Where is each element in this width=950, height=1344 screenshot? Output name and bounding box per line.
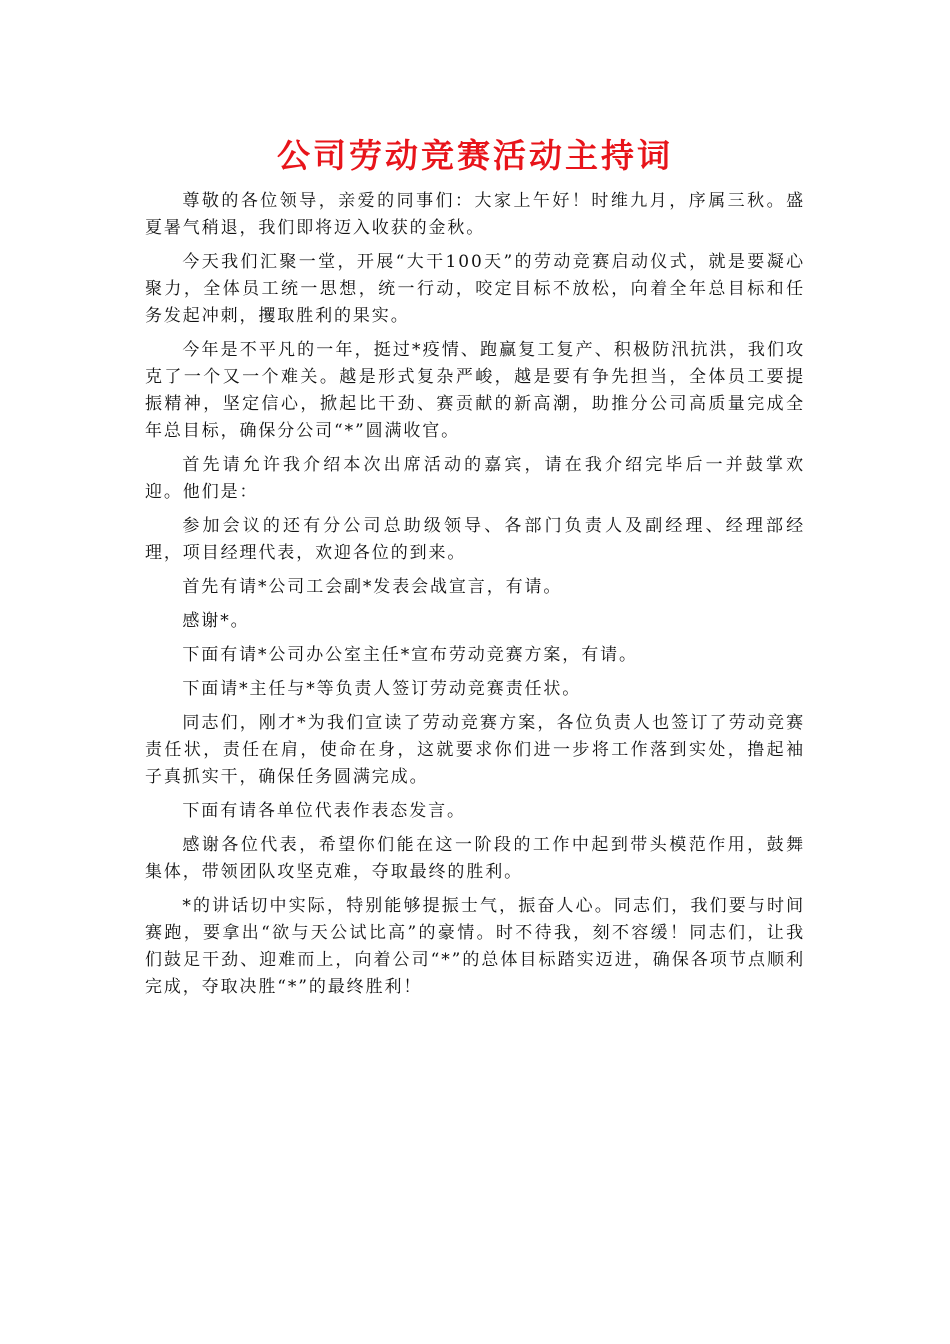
paragraph-purpose: 今天我们汇聚一堂，开展“大干100天”的劳动竞赛启动仪式，就是要凝心聚力，全体员工统一思想，统一行动，咬定目标不放松，向着全年总目标和任务发起冲刺，攫取胜利的果实。 [145, 252, 805, 326]
document-body [145, 188, 805, 1008]
paragraph-guest-intro: 首先请允许我介绍本次出席活动的嘉宾，请在我介绍完毕后一并鼓掌欢迎。他们是： [145, 455, 805, 502]
paragraph-thanks: 感谢*。 [182, 611, 250, 631]
paragraph-signing: 下面请*主任与*等负责人签订劳动竞赛责任状。 [182, 679, 582, 699]
document-title: 公司劳动竞赛活动主持词 [277, 136, 673, 175]
paragraph-responsibility: 同志们，刚才*为我们宣读了劳动竞赛方案，各位负责人也签订了劳动竞赛责任状，责任在肩，使命在身，这就要求你们进一步将工作落到实处，撸起袖子真抓实干，确保任务圆满完成。 [145, 713, 805, 787]
paragraph-declaration: 首先有请*公司工会副*发表会战宣言，有请。 [182, 577, 563, 597]
paragraph-representatives: 下面有请各单位代表作表态发言。 [182, 801, 466, 821]
paragraph-year-review: 今年是不平凡的一年，挺过*疫情、跑赢复工复产、积极防汛抗洪，我们攻克了一个又一个难关。越是形式复杂严峻，越是要有争先担当，全体员工要提振精神，坚定信心，掀起比干劲、赛贡献的新高潮，助推分公司高质量完成全年总目标，确保分公司“*”圆满收官。 [145, 340, 805, 441]
paragraph-plan-announcement: 下面有请*公司办公室主任*宣布劳动竞赛方案，有请。 [182, 645, 638, 665]
paragraph-greeting: 尊敬的各位领导，亲爱的同事们：大家上午好！时维九月，序属三秋。盛夏暑气稍退，我们即将迈入收获的金秋。 [145, 191, 805, 238]
paragraph-closing: *的讲话切中实际，特别能够提振士气，振奋人心。同志们，我们要与时间赛跑，要拿出“欲与天公试比高”的豪情。时不待我，刻不容缓！同志们，让我们鼓足干劲、迎难而上，向着公司“*”的总体目标踏实迈进，确保各项节点顺利完成，夺取决胜“*”的最终胜利！ [145, 896, 805, 997]
paragraph-thanks-representatives: 感谢各位代表，希望你们能在这一阶段的工作中起到带头模范作用，鼓舞集体，带领团队攻坚克难，夺取最终的胜利。 [145, 835, 805, 882]
paragraph-attendees: 参加会议的还有分公司总助级领导、各部门负责人及副经理、经理部经理，项目经理代表，欢迎各位的到来。 [145, 516, 805, 563]
